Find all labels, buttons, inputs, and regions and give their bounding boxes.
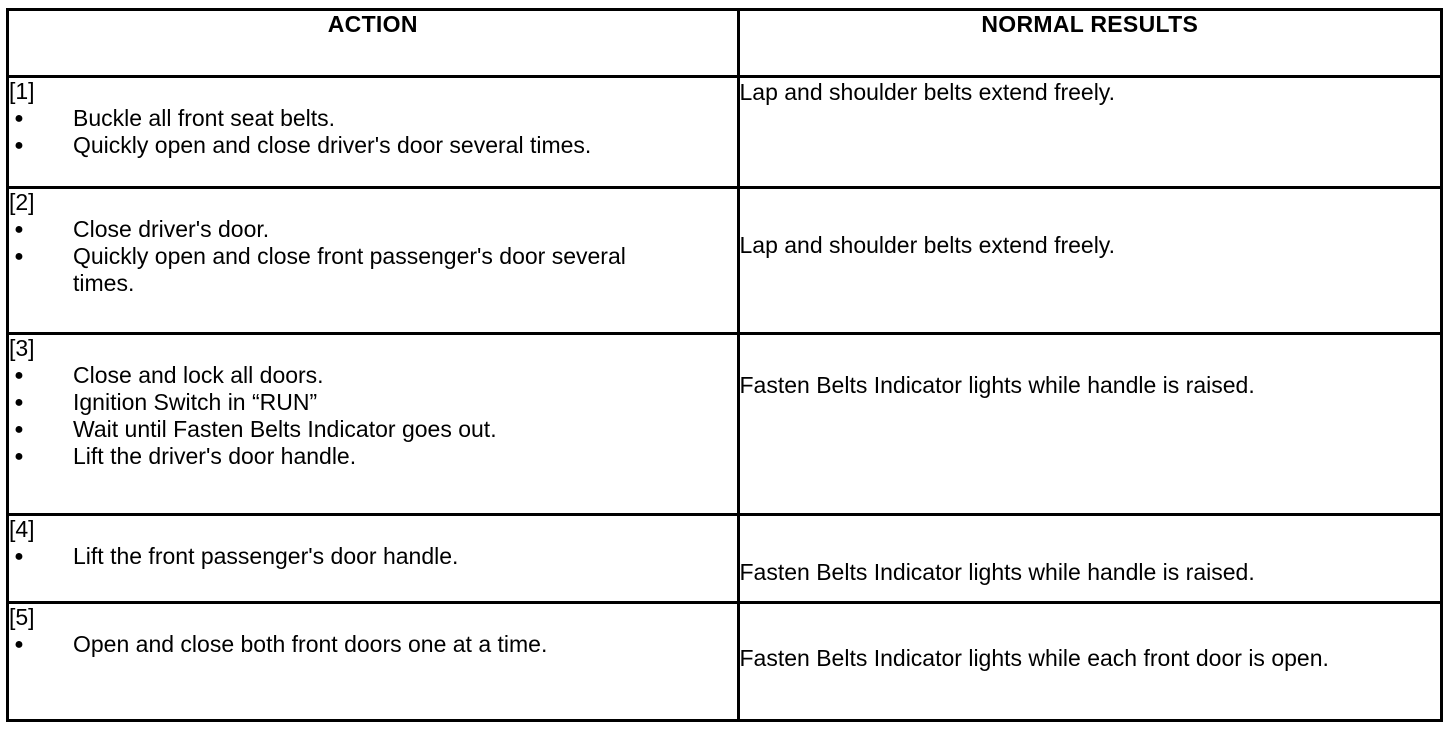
result-cell <box>738 603 1440 720</box>
bullet-dot-icon: ● <box>14 110 24 127</box>
list-item <box>9 362 737 389</box>
step-number: [4] <box>9 516 35 542</box>
action-text: Quickly open and close front passenger's door several times. <box>73 243 626 296</box>
result-text: Fasten Belts Indicator lights while handle is raised. <box>739 372 1255 398</box>
step-number: [5] <box>9 604 35 630</box>
step-number: [2] <box>9 189 35 215</box>
bullet-dot-icon: ● <box>14 421 24 438</box>
step-number: [1] <box>9 78 35 104</box>
column-header-action: ACTION <box>9 11 738 77</box>
step-number: [3] <box>9 335 35 361</box>
action-text: Quickly open and close driver's door several times. <box>73 132 592 158</box>
result-text: Fasten Belts Indicator lights while handle is raised. <box>739 559 1255 585</box>
list-item <box>9 443 737 470</box>
result-text: Lap and shoulder belts extend freely. <box>739 232 1115 258</box>
table-row <box>9 515 1440 603</box>
column-header-normal-results: NORMAL RESULTS <box>738 11 1440 77</box>
result-cell <box>738 188 1440 334</box>
bullet-dot-icon: ● <box>14 448 24 465</box>
action-cell <box>9 515 738 603</box>
result-cell <box>738 515 1440 603</box>
bullet-dot-icon: ● <box>14 548 24 565</box>
list-item <box>9 105 737 132</box>
action-cell <box>9 77 738 188</box>
result-cell: Lap and shoulder belts extend freely. <box>738 77 1440 188</box>
list-item <box>9 389 737 416</box>
table-header-row <box>9 11 1440 77</box>
bullet-dot-icon: ● <box>14 248 24 265</box>
bullet-dot-icon: ● <box>14 137 24 154</box>
table-row <box>9 603 1440 720</box>
list-item <box>9 132 737 159</box>
action-text: Open and close both front doors one at a time. <box>73 631 548 657</box>
diagnosis-table <box>9 11 1440 719</box>
list-item <box>9 243 737 297</box>
action-text: Lift the front passenger's door handle. <box>73 543 459 569</box>
action-cell <box>9 334 738 515</box>
action-list <box>9 631 737 658</box>
action-text: Lift the driver's door handle. <box>73 443 357 469</box>
action-text: Close driver's door. <box>73 216 270 242</box>
bullet-dot-icon: ● <box>14 367 24 384</box>
action-list <box>9 216 737 297</box>
bullet-dot-icon: ● <box>14 636 24 653</box>
action-cell <box>9 603 738 720</box>
action-list <box>9 362 737 470</box>
action-text: Wait until Fasten Belts Indicator goes out. <box>73 416 497 442</box>
list-item <box>9 631 737 658</box>
result-text: Fasten Belts Indicator lights while each front door is open. <box>739 645 1329 671</box>
table-row <box>9 188 1440 334</box>
action-text: Buckle all front seat belts. <box>73 105 336 131</box>
list-item <box>9 543 737 570</box>
action-text: Close and lock all doors. <box>73 362 324 388</box>
bullet-dot-icon: ● <box>14 394 24 411</box>
list-item <box>9 416 737 443</box>
result-cell <box>738 334 1440 515</box>
action-text: Ignition Switch in “RUN” <box>73 389 318 415</box>
action-cell <box>9 188 738 334</box>
bullet-dot-icon: ● <box>14 221 24 238</box>
table-row <box>9 334 1440 515</box>
action-list <box>9 543 737 570</box>
diagnosis-table-container <box>6 8 1443 722</box>
action-list <box>9 105 737 159</box>
table-row <box>9 77 1440 188</box>
list-item <box>9 216 737 243</box>
